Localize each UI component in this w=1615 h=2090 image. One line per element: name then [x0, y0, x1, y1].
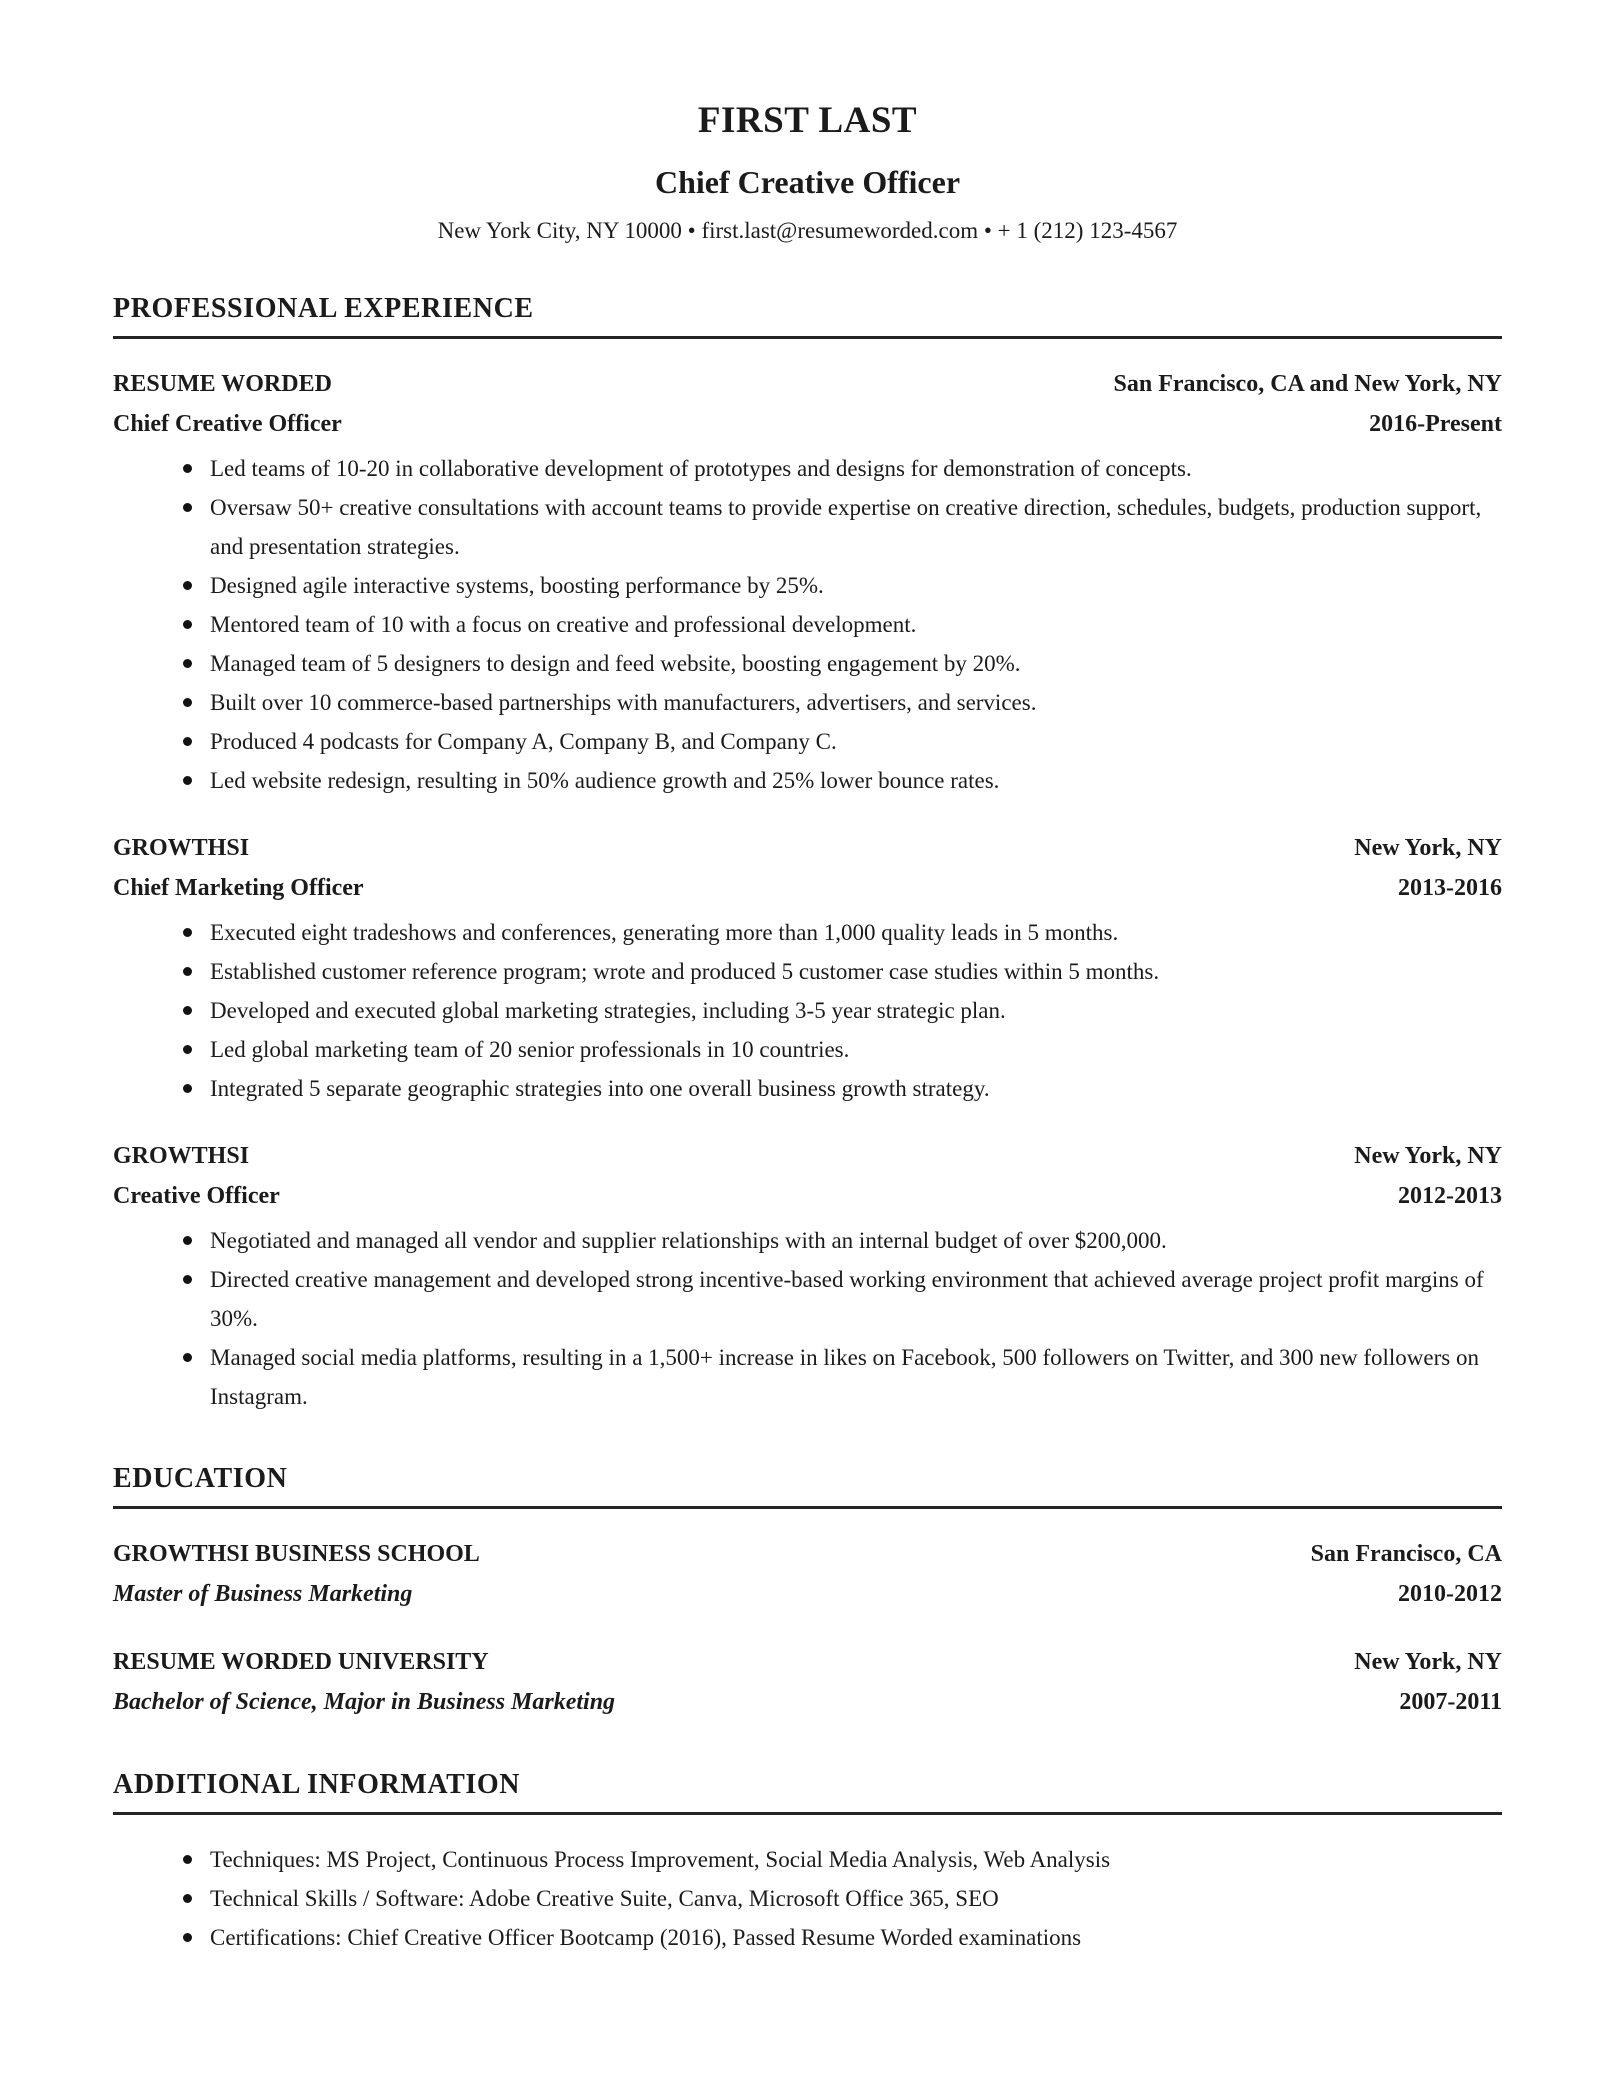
job-header-row [113, 364, 1502, 404]
company-name: GROWTHSI [113, 1142, 250, 1169]
school-name: RESUME WORDED UNIVERSITY [113, 1649, 489, 1675]
contact-line: New York City, NY 10000 • first.last@resumeworded.com • + 1 (212) 123-4567 [437, 217, 1178, 243]
bullet-list [113, 913, 1502, 1108]
job-header-row [113, 1136, 1502, 1176]
bullet-item: Managed team of 5 designers to design and feed website, boosting engagement by 20%. [113, 644, 1502, 683]
job-title: Chief Marketing Officer [113, 874, 364, 901]
job-header-row [113, 828, 1502, 868]
section-heading-experience: PROFESSIONAL EXPERIENCE [113, 292, 534, 324]
job-dates: 2012-2013 [1398, 1182, 1502, 1209]
school-header-row [113, 1534, 1502, 1574]
bullet-item: Led teams of 10-20 in collaborative development of prototypes and designs for demonstration of concepts. [113, 449, 1502, 488]
section-rule [113, 1506, 1502, 1509]
bullet-item: Produced 4 podcasts for Company A, Company B, and Company C. [113, 722, 1502, 761]
bullet-item: Managed social media platforms, resulting in a 1,500+ increase in likes on Facebook, 500 followers on Twitter, and 300 new followers on Instagram. [113, 1338, 1502, 1416]
school-location: New York, NY [1354, 1649, 1502, 1675]
company-name: GROWTHSI [113, 834, 250, 861]
section-additional-information [113, 1769, 1502, 1957]
school-subheader-row [113, 1682, 1502, 1722]
bullet-item: Negotiated and managed all vendor and supplier relationships with an internal budget of over $200,000. [113, 1221, 1502, 1260]
job-entry [113, 828, 1502, 1108]
school-header-row [113, 1642, 1502, 1682]
job-dates: 2013-2016 [1398, 874, 1502, 901]
degree-name: Master of Business Marketing [113, 1581, 413, 1607]
job-entry [113, 364, 1502, 800]
candidate-name: FIRST LAST [697, 100, 918, 141]
bullet-item: Established customer reference program; wrote and produced 5 customer case studies within 5 months. [113, 952, 1502, 991]
bullet-item: Developed and executed global marketing strategies, including 3-5 year strategic plan. [113, 991, 1502, 1030]
school-dates: 2007-2011 [1399, 1689, 1502, 1715]
job-subheader-row [113, 1176, 1502, 1216]
section-heading-additional: ADDITIONAL INFORMATION [113, 1769, 521, 1800]
jobs-container [113, 364, 1502, 1416]
job-subheader-row [113, 868, 1502, 908]
bullet-list [113, 449, 1502, 800]
section-rule [113, 336, 1502, 339]
bullet-item: Designed agile interactive systems, boosting performance by 25%. [113, 566, 1502, 605]
bullet-item: Techniques: MS Project, Continuous Process Improvement, Social Media Analysis, Web Analysis [113, 1840, 1502, 1879]
job-location: San Francisco, CA and New York, NY [1113, 370, 1502, 397]
section-education [113, 1463, 1502, 1722]
bullet-item: Technical Skills / Software: Adobe Creative Suite, Canva, Microsoft Office 365, SEO [113, 1879, 1502, 1918]
bullet-item: Built over 10 commerce-based partnerships with manufacturers, advertisers, and services. [113, 683, 1502, 722]
degree-name: Bachelor of Science, Major in Business Marketing [113, 1689, 616, 1715]
section-professional-experience [113, 293, 1502, 1416]
job-entry [113, 1136, 1502, 1416]
additional-bullet-list [113, 1840, 1502, 1957]
bullet-item: Directed creative management and developed strong incentive-based working environment that achieved average project profit margins of 30%. [113, 1260, 1502, 1338]
job-subheader-row [113, 404, 1502, 444]
schools-container [113, 1534, 1502, 1722]
job-dates: 2016-Present [1369, 410, 1502, 437]
job-title: Creative Officer [113, 1182, 280, 1209]
bullet-item: Oversaw 50+ creative consultations with account teams to provide expertise on creative direction, schedules, budgets, production support, and presentation strategies. [113, 488, 1502, 566]
bullet-item: Executed eight tradeshows and conferences, generating more than 1,000 quality leads in 5 months. [113, 913, 1502, 952]
company-name: RESUME WORDED [113, 370, 332, 397]
job-location: New York, NY [1354, 1142, 1502, 1169]
school-subheader-row [113, 1574, 1502, 1614]
education-entry [113, 1534, 1502, 1614]
bullet-item: Mentored team of 10 with a focus on creative and professional development. [113, 605, 1502, 644]
education-entry [113, 1642, 1502, 1722]
bullet-item: Led website redesign, resulting in 50% audience growth and 25% lower bounce rates. [113, 761, 1502, 800]
section-rule [113, 1812, 1502, 1815]
candidate-title: Chief Creative Officer [654, 163, 961, 200]
job-title: Chief Creative Officer [113, 410, 342, 437]
bullet-item: Certifications: Chief Creative Officer Bootcamp (2016), Passed Resume Worded examinations [113, 1918, 1502, 1957]
section-heading-education: EDUCATION [113, 1462, 288, 1494]
school-dates: 2010-2012 [1398, 1581, 1502, 1607]
job-location: New York, NY [1354, 834, 1502, 861]
school-location: San Francisco, CA [1310, 1541, 1502, 1567]
bullet-item: Integrated 5 separate geographic strategies into one overall business growth strategy. [113, 1069, 1502, 1108]
school-name: GROWTHSI BUSINESS SCHOOL [113, 1541, 480, 1567]
bullet-list [113, 1221, 1502, 1416]
bullet-item: Led global marketing team of 20 senior professionals in 10 countries. [113, 1030, 1502, 1069]
